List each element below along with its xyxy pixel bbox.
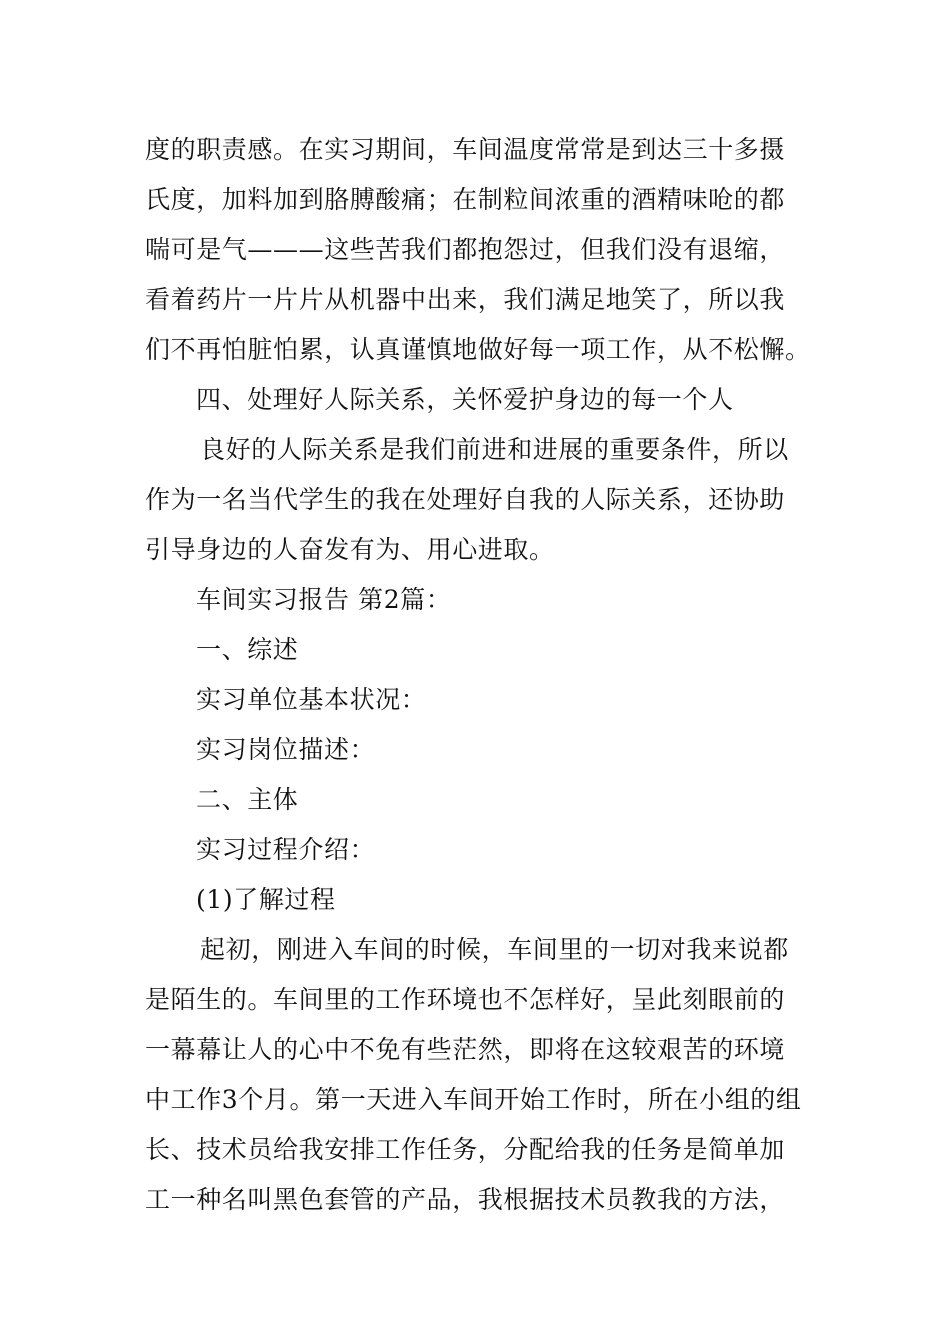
report-title: 车间实习报告 第2篇： — [196, 585, 452, 614]
paragraph-line: 良好的人际关系是我们前进和进展的重要条件，所以 — [200, 435, 789, 464]
paragraph-line: 起初，刚进入车间的时候，车间里的一切对我来说都 — [200, 935, 789, 964]
paragraph-line: 喘可是气———这些苦我们都抱怨过，但我们没有退缩， — [145, 235, 786, 264]
section-heading: 四、处理好人际关系，关怀爱护身边的每一个人 — [196, 385, 734, 414]
field-label: 实习岗位描述： — [196, 735, 376, 764]
paragraph-line: 氏度，加料加到胳膊酸痛；在制粒间浓重的酒精味呛的都 — [145, 185, 786, 214]
paragraph-line: 看着药片一片片从机器中出来，我们满足地笑了，所以我 — [145, 285, 786, 314]
paragraph-line: 是陌生的。车间里的工作环境也不怎样好，呈此刻眼前的 — [145, 985, 786, 1014]
field-label: 实习单位基本状况： — [196, 685, 427, 714]
subsection-heading: (1)了解过程 — [196, 885, 336, 914]
section-heading: 一、综述 — [196, 635, 299, 664]
paragraph-line: 中工作3个月。第一天进入车间开始工作时，所在小组的组 — [145, 1085, 802, 1114]
paragraph-line: 们不再怕脏怕累，认真谨慎地做好每一项工作，从不松懈。 — [145, 335, 811, 364]
paragraph-line: 长、技术员给我安排工作任务，分配给我的任务是简单加 — [145, 1135, 786, 1164]
paragraph-line: 度的职责感。在实习期间，车间温度常常是到达三十多摄 — [145, 135, 786, 164]
paragraph-line: 作为一名当代学生的我在处理好自我的人际关系，还协助 — [145, 485, 786, 514]
section-heading: 二、主体 — [196, 785, 299, 814]
field-label: 实习过程介绍： — [196, 835, 376, 864]
paragraph-line: 引导身边的人奋发有为、用心进取。 — [145, 535, 555, 564]
paragraph-line: 一幕幕让人的心中不免有些茫然，即将在这较艰苦的环境 — [145, 1035, 786, 1064]
paragraph-line: 工一种名叫黑色套管的产品，我根据技术员教我的方法， — [145, 1185, 786, 1214]
